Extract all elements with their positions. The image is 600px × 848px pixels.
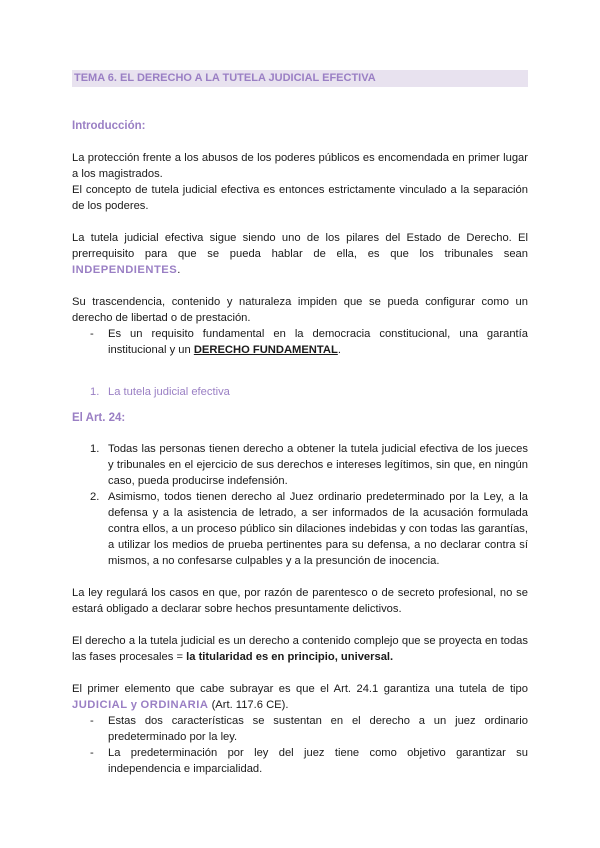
paragraph-2-end: .: [177, 264, 181, 276]
list-item-text: Estas dos características se sustentan en el derecho a un juez ordinario predeterminado por la ley.: [108, 715, 528, 743]
judicial-emphasis: JUDICIAL: [72, 699, 128, 711]
paragraph-6-end: (Art. 117.6 CE).: [211, 699, 289, 711]
list-item-end: .: [337, 344, 341, 356]
y-emphasis: y: [130, 699, 138, 711]
paragraph-6-text: El primer elemento que cabe subrayar es que el Art. 24.1 garantiza una tutela de tipo: [72, 683, 528, 695]
list-item: [72, 713, 528, 745]
paragraph-2-text: La tutela judicial efectiva sigue siendo uno de los pilares del Estado de Derecho. El prerrequisito para que se pueda hablar de ella, es que los tribunales sean: [72, 232, 528, 260]
titularidad-emphasis: la titularidad es en principio, universal.: [186, 651, 394, 663]
document-title: TEMA 6. EL DERECHO A LA TUTELA JUDICIAL EFECTIVA: [72, 70, 528, 87]
dash-bullet: -: [90, 747, 94, 759]
paragraph-5: [72, 633, 528, 665]
intro-heading: Introducción:: [72, 120, 146, 132]
dash-bullet: -: [90, 715, 94, 727]
section-label: La tutela judicial efectiva: [108, 386, 230, 398]
paragraph-3: Su trascendencia, contenido y naturaleza impiden que se pueda configurar como un derecho de libertad o de prestación.: [72, 296, 528, 324]
section-number: 1.: [90, 386, 100, 398]
list-item: [72, 745, 528, 777]
article-list: [72, 441, 528, 569]
section-heading: [72, 384, 528, 400]
article-item-text: Todas las personas tienen derecho a obtener la tutela judicial efectiva de los jueces y tribunales en el ejercicio de sus derechos e intereses legítimos, sin que, en ningún caso, pueda producirse indefensión.: [108, 443, 528, 487]
paragraph-1b: El concepto de tutela judicial efectiva es entonces estrictamente vinculado a la separación de los poderes.: [72, 184, 528, 212]
document-page: [72, 70, 528, 777]
list-item: [72, 326, 528, 358]
article-item: [72, 441, 528, 489]
paragraph-4: La ley regulará los casos en que, por razón de parentesco o de secreto profesional, no se estará obligado a declarar sobre hechos presuntamente delictivos.: [72, 587, 528, 615]
ordinaria-emphasis: ORDINARIA: [140, 699, 209, 711]
paragraph-5-text: El derecho a la tutela judicial es un derecho a contenido complejo que se proyecta en todas las fases procesales =: [72, 635, 528, 663]
dash-bullet: -: [90, 328, 94, 340]
article-item-number: 2.: [90, 491, 100, 503]
paragraph-2: [72, 230, 528, 278]
list-item-text: La predeterminación por ley del juez tiene como objetivo garantizar su independencia e imparcialidad.: [108, 747, 528, 775]
paragraph-1a: La protección frente a los abusos de los poderes públicos es encomendada en primer lugar a los magistrados.: [72, 152, 528, 180]
article-item-text: Asimismo, todos tienen derecho al Juez ordinario predeterminado por la Ley, a la defensa y a la asistencia de letrado, a ser informados de la acusación formulada contra ellos, a un proceso público sin dilaciones indebidas y con todas las garantías, a utilizar los medios de prueba pertinentes para su defensa, a no declarar contra sí mismos, a no confesarse culpables y a la presunción de inocencia.: [108, 491, 528, 567]
derecho-fundamental-emphasis: DERECHO FUNDAMENTAL: [193, 344, 338, 356]
art-heading: El Art. 24:: [72, 412, 126, 424]
paragraph-6: [72, 681, 528, 713]
article-item: [72, 489, 528, 569]
independientes-emphasis: INDEPENDIENTES: [72, 264, 178, 276]
article-item-number: 1.: [90, 443, 100, 455]
list-item-text: Es un requisito fundamental en la democracia constitucional, una garantía institucional y un: [108, 328, 528, 356]
